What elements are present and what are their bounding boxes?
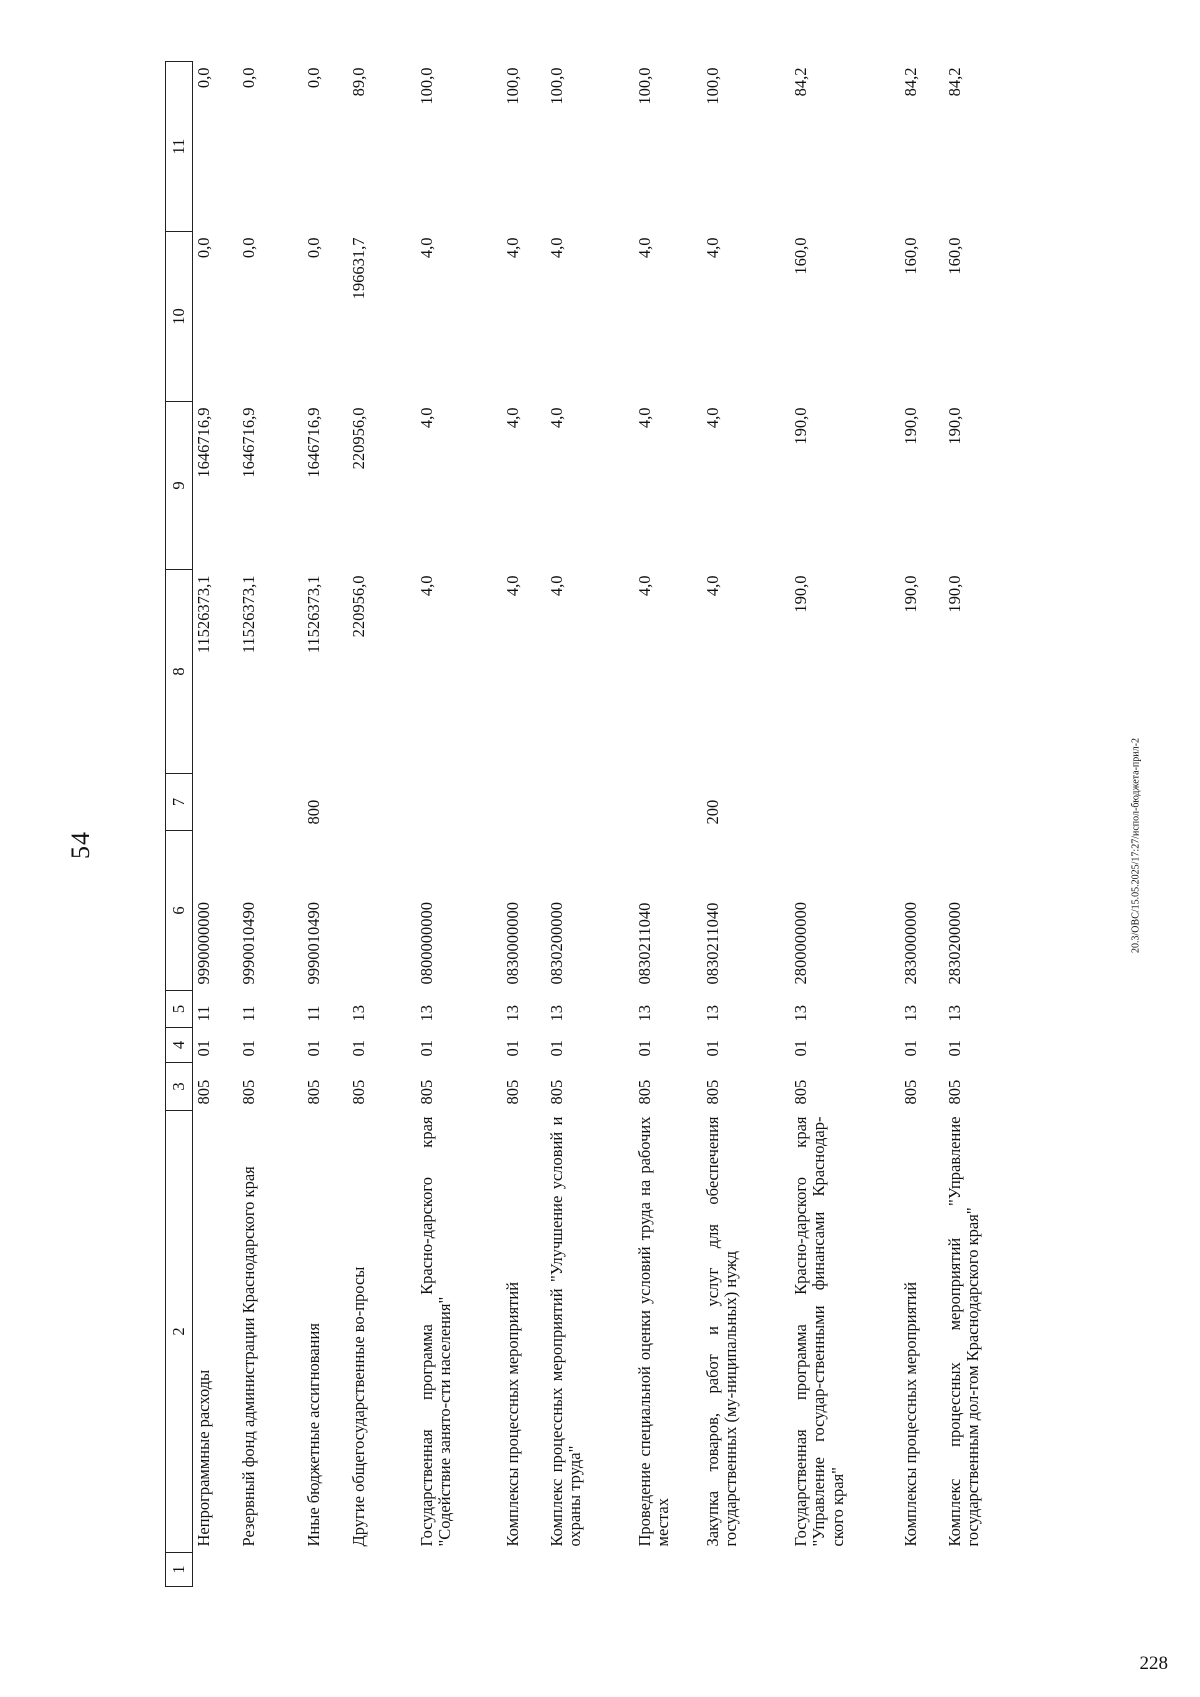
- page-number: 54: [66, 831, 95, 859]
- subsection-code-cell: 13: [417, 1005, 436, 1022]
- executed-amount-cell: 4,0: [503, 237, 522, 259]
- footer-code: 20.3/OBC/15.05.2025/17:27/испол-бюджета-прил-2: [1130, 738, 1142, 953]
- refined-plan-cell: 190,0: [791, 407, 810, 445]
- expense-type-cell: 200: [703, 799, 722, 825]
- budget-table-container: [165, 62, 1065, 1587]
- approved-amount-cell: 4,0: [503, 575, 522, 597]
- refined-plan-cell: 4,0: [547, 407, 566, 429]
- row-index-cell: [348, 1553, 416, 1587]
- row-index-cell: [416, 1553, 502, 1587]
- approved-amount-cell: 220956,0: [349, 575, 368, 638]
- target-article-cell: 2830200000: [945, 902, 964, 985]
- refined-plan-cell: 1646716,9: [239, 407, 258, 478]
- section-code-cell: 01: [304, 1040, 323, 1057]
- section-code-cell: 01: [635, 1040, 654, 1057]
- item-name-cell: Комплексы процессных мероприятий: [503, 1281, 522, 1547]
- target-article-cell: 9990010490: [239, 902, 258, 985]
- row-index-cell: [303, 1553, 348, 1587]
- expense-type-cell: [502, 774, 546, 831]
- executed-amount-cell: 4,0: [703, 237, 722, 259]
- ministry-code-cell: 805: [304, 1079, 323, 1105]
- target-article-cell: 9990010490: [304, 902, 323, 985]
- item-name-cell: Резервный фонд администрации Краснодарского края: [239, 1166, 258, 1547]
- target-article-cell: 2800000000: [791, 902, 810, 985]
- subsection-code-cell: 13: [635, 1005, 654, 1022]
- target-article-cell: 2830000000: [901, 902, 920, 985]
- expense-type-cell: [790, 774, 900, 831]
- refined-plan-cell: 4,0: [703, 407, 722, 429]
- refined-plan-cell: 190,0: [901, 407, 920, 445]
- percent-executed-cell: 84,2: [945, 67, 964, 97]
- ministry-code-cell: 805: [194, 1079, 213, 1105]
- table-row: [348, 62, 416, 1587]
- column-header-11: 11: [166, 62, 193, 232]
- ministry-code-cell: 805: [703, 1079, 722, 1105]
- section-code-cell: 01: [945, 1040, 964, 1057]
- section-code-cell: 01: [194, 1040, 213, 1057]
- ministry-code-cell: 805: [349, 1079, 368, 1105]
- column-header-5: 5: [166, 991, 193, 1028]
- ministry-code-cell: 805: [417, 1079, 436, 1105]
- expense-type-cell: [193, 774, 239, 831]
- percent-executed-cell: 0,0: [239, 67, 258, 89]
- item-name-cell: Государственная программа Красно-дарского края "Управление государ-ственными финансами Краснодар-ского края": [791, 1116, 847, 1547]
- ministry-code-cell: 805: [945, 1079, 964, 1105]
- subsection-code-cell: 11: [239, 1005, 258, 1022]
- section-code-cell: 01: [791, 1040, 810, 1057]
- column-header-8: 8: [166, 570, 193, 774]
- item-name-cell: Проведение специальной оценки условий труда на рабочих местах: [635, 1116, 673, 1547]
- ministry-code-cell: 805: [239, 1079, 258, 1105]
- percent-executed-cell: 84,2: [791, 67, 810, 97]
- expense-type-cell: 800: [304, 799, 323, 825]
- table-row: [702, 62, 790, 1587]
- table-row: [944, 62, 1012, 1587]
- item-name-cell: Закупка товаров, работ и услуг для обеспечения государственных (му-ниципальных) нужд: [703, 1116, 741, 1547]
- ministry-code-cell: 805: [503, 1079, 522, 1105]
- executed-amount-cell: 0,0: [194, 237, 213, 259]
- table-row: [303, 62, 348, 1587]
- target-article-cell: 0830211040: [703, 902, 722, 985]
- executed-amount-cell: 160,0: [791, 237, 810, 275]
- section-code-cell: 01: [503, 1040, 522, 1057]
- ministry-code-cell: 805: [635, 1079, 654, 1105]
- item-name-cell: Государственная программа Красно-дарского края "Содействие занято-сти населения": [417, 1116, 455, 1547]
- percent-executed-cell: 84,2: [901, 67, 920, 97]
- percent-executed-cell: 100,0: [703, 67, 722, 105]
- row-index-cell: [502, 1553, 546, 1587]
- expense-type-cell: [348, 774, 416, 831]
- table-row: [546, 62, 634, 1587]
- executed-amount-cell: 4,0: [635, 237, 654, 259]
- target-article-cell: 0830000000: [503, 902, 522, 985]
- section-code-cell: 01: [547, 1040, 566, 1057]
- subsection-code-cell: 13: [703, 1005, 722, 1022]
- subsection-code-cell: 13: [901, 1005, 920, 1022]
- percent-executed-cell: 100,0: [417, 67, 436, 105]
- percent-executed-cell: 100,0: [635, 67, 654, 105]
- table-body: [193, 62, 1013, 1587]
- approved-amount-cell: 11526373,1: [194, 575, 213, 654]
- row-index-cell: [702, 1553, 790, 1587]
- ministry-code-cell: 805: [791, 1079, 810, 1105]
- expense-type-cell: [238, 774, 303, 831]
- item-name-cell: Другие общегосударственные во-просы: [349, 1266, 368, 1547]
- target-article-cell: 0830200000: [547, 902, 566, 985]
- row-index-cell: [790, 1553, 900, 1587]
- column-header-3: 3: [166, 1063, 193, 1111]
- column-header-10: 10: [166, 232, 193, 402]
- row-index-cell: [944, 1553, 1012, 1587]
- approved-amount-cell: 190,0: [901, 575, 920, 613]
- section-code-cell: 01: [349, 1040, 368, 1057]
- row-index-cell: [634, 1553, 702, 1587]
- refined-plan-cell: 4,0: [635, 407, 654, 429]
- table-row: [900, 62, 944, 1587]
- budget-table: [165, 61, 1012, 1587]
- header-row: [166, 62, 193, 1587]
- item-name-cell: Комплекс процессных мероприятий "Улучшение условий и охраны труда": [547, 1116, 585, 1547]
- ministry-code-cell: 805: [901, 1079, 920, 1105]
- expense-type-cell: [634, 774, 702, 831]
- percent-executed-cell: 100,0: [503, 67, 522, 105]
- section-code-cell: 01: [417, 1040, 436, 1057]
- refined-plan-cell: 4,0: [503, 407, 522, 429]
- column-header-7: 7: [166, 774, 193, 831]
- executed-amount-cell: 4,0: [417, 237, 436, 259]
- refined-plan-cell: 190,0: [945, 407, 964, 445]
- executed-amount-cell: 0,0: [239, 237, 258, 259]
- subsection-code-cell: 13: [791, 1005, 810, 1022]
- approved-amount-cell: 4,0: [703, 575, 722, 597]
- row-index-cell: [546, 1553, 634, 1587]
- item-name-cell: Комплекс процессных мероприятий "Управление государственным дол-гом Краснодарского края": [945, 1116, 983, 1547]
- column-header-9: 9: [166, 402, 193, 570]
- item-name-cell: Комплексы процессных мероприятий: [901, 1281, 920, 1547]
- table-row: [238, 62, 303, 1587]
- refined-plan-cell: 4,0: [417, 407, 436, 429]
- expense-type-cell: [900, 774, 944, 831]
- column-header-6: 6: [166, 831, 193, 991]
- refined-plan-cell: 220956,0: [349, 407, 368, 470]
- subsection-code-cell: 13: [945, 1005, 964, 1022]
- subsection-code-cell: 13: [349, 1005, 368, 1022]
- target-article-cell: [348, 831, 416, 991]
- executed-amount-cell: 160,0: [945, 237, 964, 275]
- table-header: [166, 62, 193, 1587]
- executed-amount-cell: 0,0: [304, 237, 323, 259]
- sheet-number: 228: [1139, 1653, 1168, 1674]
- section-code-cell: 01: [239, 1040, 258, 1057]
- approved-amount-cell: 11526373,1: [239, 575, 258, 654]
- executed-amount-cell: 196631,7: [349, 237, 368, 300]
- table-row: [416, 62, 502, 1587]
- approved-amount-cell: 4,0: [547, 575, 566, 597]
- approved-amount-cell: 4,0: [417, 575, 436, 597]
- table-row: [502, 62, 546, 1587]
- subsection-code-cell: 11: [194, 1005, 213, 1022]
- percent-executed-cell: 0,0: [194, 67, 213, 89]
- column-header-2: 2: [166, 1111, 193, 1553]
- executed-amount-cell: 160,0: [901, 237, 920, 275]
- approved-amount-cell: 190,0: [945, 575, 964, 613]
- row-index-cell: [900, 1553, 944, 1587]
- percent-executed-cell: 89,0: [349, 67, 368, 97]
- item-name-cell: Иные бюджетные ассигнования: [304, 1323, 323, 1547]
- refined-plan-cell: 1646716,9: [194, 407, 213, 478]
- item-name-cell: Непрограммные расходы: [194, 1369, 213, 1547]
- target-article-cell: 0800000000: [417, 902, 436, 985]
- target-article-cell: 0830211040: [635, 902, 654, 985]
- section-code-cell: 01: [703, 1040, 722, 1057]
- percent-executed-cell: 0,0: [304, 67, 323, 89]
- table-row: [790, 62, 900, 1587]
- section-code-cell: 01: [901, 1040, 920, 1057]
- approved-amount-cell: 4,0: [635, 575, 654, 597]
- subsection-code-cell: 13: [547, 1005, 566, 1022]
- percent-executed-cell: 100,0: [547, 67, 566, 105]
- expense-type-cell: [416, 774, 502, 831]
- target-article-cell: 9990000000: [194, 902, 213, 985]
- refined-plan-cell: 1646716,9: [304, 407, 323, 478]
- executed-amount-cell: 4,0: [547, 237, 566, 259]
- row-index-cell: [238, 1553, 303, 1587]
- expense-type-cell: [944, 774, 1012, 831]
- ministry-code-cell: 805: [547, 1079, 566, 1105]
- row-index-cell: [193, 1553, 239, 1587]
- column-header-4: 4: [166, 1028, 193, 1063]
- subsection-code-cell: 11: [304, 1005, 323, 1022]
- expense-type-cell: [546, 774, 634, 831]
- approved-amount-cell: 11526373,1: [304, 575, 323, 654]
- approved-amount-cell: 190,0: [791, 575, 810, 613]
- table-row: [634, 62, 702, 1587]
- column-header-1: 1: [166, 1553, 193, 1587]
- table-row: [193, 62, 239, 1587]
- subsection-code-cell: 13: [503, 1005, 522, 1022]
